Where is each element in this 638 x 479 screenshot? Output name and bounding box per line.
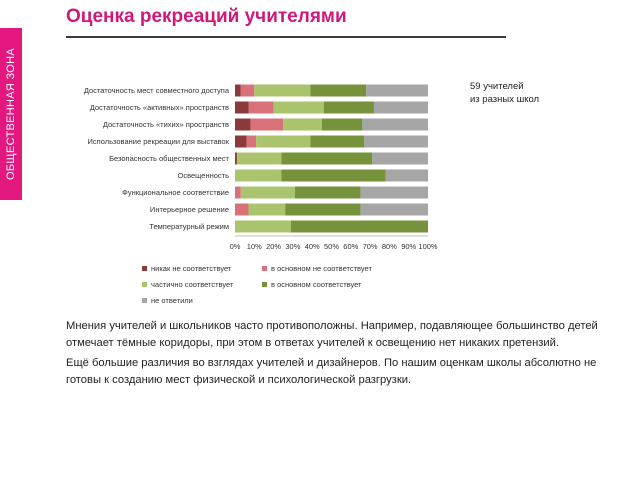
legend-label: в основном не соответствует — [271, 264, 372, 273]
legend-swatch — [262, 266, 267, 271]
category-label: Безопасность общественных мест — [109, 154, 229, 163]
bar-segment — [374, 102, 428, 114]
bar-segment — [235, 204, 249, 216]
bar-segment — [324, 102, 374, 114]
bar-segment — [322, 119, 363, 131]
commentary — [66, 318, 614, 392]
category-label: Достаточность «тихих» пространств — [102, 120, 229, 129]
category-label: Достаточность «активных» пространств — [89, 103, 229, 112]
bar-segment — [235, 221, 291, 233]
x-tick-label: 30% — [285, 242, 301, 251]
x-tick-label: 0% — [229, 242, 241, 251]
bar-segment — [235, 187, 241, 199]
bar-segment — [364, 136, 428, 148]
sample-note — [470, 80, 539, 106]
bar-segment — [249, 102, 274, 114]
bar-segment — [372, 153, 428, 165]
bar-segment — [254, 85, 310, 97]
x-tick-label: 80% — [381, 242, 397, 251]
sample-note-line-1: 59 учителей — [470, 81, 524, 92]
bar-segment — [235, 119, 250, 131]
bar-segment — [295, 187, 361, 199]
bar-segment — [362, 119, 428, 131]
legend-item — [262, 280, 362, 289]
legend-label: не ответили — [151, 296, 193, 305]
legend-label: никак не соответствует — [151, 264, 232, 273]
legend-label: в основном соответствует — [271, 280, 362, 289]
bar-segment — [281, 153, 372, 165]
bar-segment — [241, 187, 295, 199]
bar-segment — [249, 204, 286, 216]
x-tick-label: 90% — [401, 242, 417, 251]
x-tick-label: 60% — [343, 242, 359, 251]
category-label: Использование рекреации для выставок — [87, 137, 229, 146]
category-label: Температурный режим — [149, 222, 229, 231]
bar-segment — [235, 85, 241, 97]
legend-item — [142, 280, 233, 289]
bar-segment — [283, 119, 322, 131]
bar-segment — [241, 85, 255, 97]
bar-segment — [291, 221, 428, 233]
legend-item — [262, 264, 372, 273]
bar-segment — [366, 85, 428, 97]
legend-swatch — [262, 282, 267, 287]
legend-item — [142, 296, 193, 305]
x-tick-label: 10% — [246, 242, 262, 251]
x-tick-label: 50% — [323, 242, 340, 251]
bar-segment — [235, 102, 249, 114]
category-label: Интерьерное решение — [149, 205, 229, 214]
bar-segment — [235, 170, 281, 182]
category-label: Освещенность — [177, 171, 229, 180]
bar-segment — [235, 136, 247, 148]
bar-segment — [281, 170, 385, 182]
side-section-label: ОБЩЕСТВЕННАЯ ЗОНА — [5, 47, 18, 181]
bar-segment — [285, 204, 360, 216]
sample-note-line-2: из разных школ — [470, 94, 540, 105]
legend-swatch — [142, 282, 147, 287]
page-title: Оценка рекреаций учителями — [66, 6, 347, 27]
legend-label: частично соответствует — [151, 280, 234, 289]
bar-segment — [386, 170, 428, 182]
legend-swatch — [142, 266, 147, 271]
category-label: Достаточность мест совместного доступа — [83, 86, 229, 95]
bar-segment — [310, 136, 364, 148]
category-label: Функциональное соответствие — [122, 188, 229, 197]
bar-segment — [250, 119, 283, 131]
bar-segment — [360, 187, 428, 199]
commentary-paragraph-2: Ещё большие различия во взглядах учителей и дизайнеров. По нашим оценкам школы абсолютно не готовы к созданию мест физической и психологической разгрузки. — [66, 357, 597, 386]
x-tick-label: 70% — [362, 242, 378, 251]
bar-segment — [237, 153, 281, 165]
x-tick-label: 40% — [304, 242, 320, 251]
legend-swatch — [142, 298, 147, 303]
x-tick-label: 20% — [266, 242, 282, 251]
bar-segment — [235, 153, 237, 165]
legend-item — [142, 264, 231, 273]
bar-segment — [310, 85, 366, 97]
bar-segment — [274, 102, 324, 114]
bar-segment — [360, 204, 428, 216]
bar-segment — [256, 136, 310, 148]
x-tick-label: 100% — [418, 242, 438, 251]
bar-segment — [247, 136, 257, 148]
commentary-paragraph-1: Мнения учителей и школьников часто противоположны. Например, подавляющее большинство детей отмечает тёмные коридоры, при этом в ответах учителей к освещению нет никаких претензий. — [66, 320, 598, 349]
